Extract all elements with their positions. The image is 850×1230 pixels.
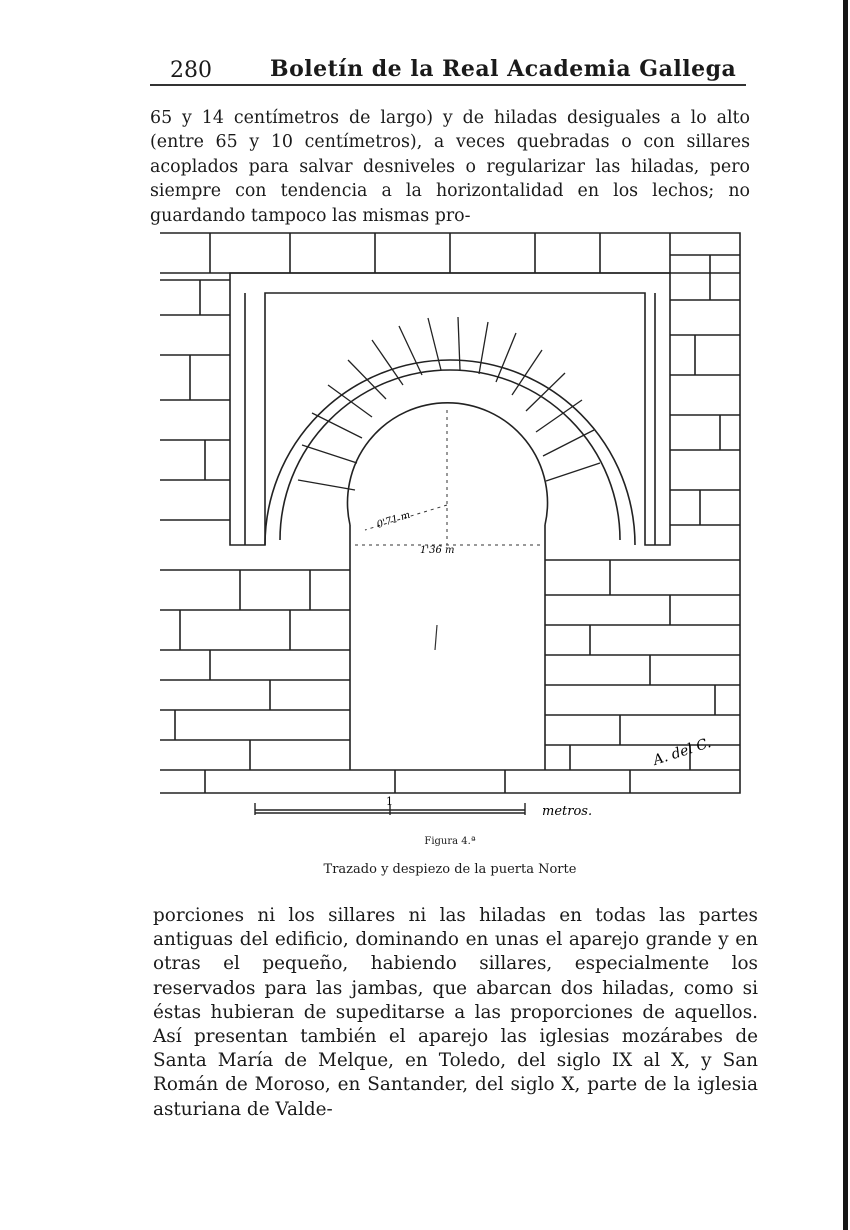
page-header [150,50,750,86]
alfiz-frame [230,273,670,545]
wall-outline [160,233,740,793]
arch-outer-band [265,360,635,545]
masonry-courses-left [160,280,350,770]
running-title: Boletín de la Real Academia Gallega [270,56,737,82]
page-number: 280 [170,58,212,83]
figure-caption: Trazado y despiezo de la puerta Norte [323,862,577,877]
figure-label: Figura 4.ª [424,836,476,847]
paragraph-bottom: porciones ni los sillares ni las hiladas en todas las partes antiguas del edificio, dominando en unas el aparejo grande y en otras el pequeño, habiendo sillares, especialmente los reservados para las jambas, que abarcan dos hiladas, como si éstas hubieran de supeditarse a las proporciones de aquellos. Así presentan también el aparejo las iglesias mozárabes de Santa María de Melque, en Toledo, del siglo IX al X, y San Román de Moroso, en Santander, del siglo X, parte de la iglesia asturiana de Valde- [153,905,758,1120]
scale-label: 1 [386,795,393,808]
dimension-radius: 0'71 m [375,509,412,531]
masonry-courses-top [160,233,740,273]
dimension-width: 1'36 m [420,545,455,556]
door-elevation-drawing [150,225,750,830]
figure-drawing [150,225,750,830]
page-edge-shadow [843,0,848,1230]
paragraph-top: 65 y 14 centímetros de largo) y de hiladas desiguales a lo alto (entre 65 y 10 centímetros), a veces quebradas o con sillares acoplados para salvar desniveles o regularizar las hiladas, pero siempre con tendencia a la horizontalidad en los lechos; no guardando tampoco las mismas pro- [150,108,750,226]
scale-unit: metros. [542,804,593,819]
header-rule [150,84,746,86]
artist-signature: A. del C. [651,735,714,769]
arch-intrados [348,403,548,525]
masonry-courses-right [545,255,740,770]
